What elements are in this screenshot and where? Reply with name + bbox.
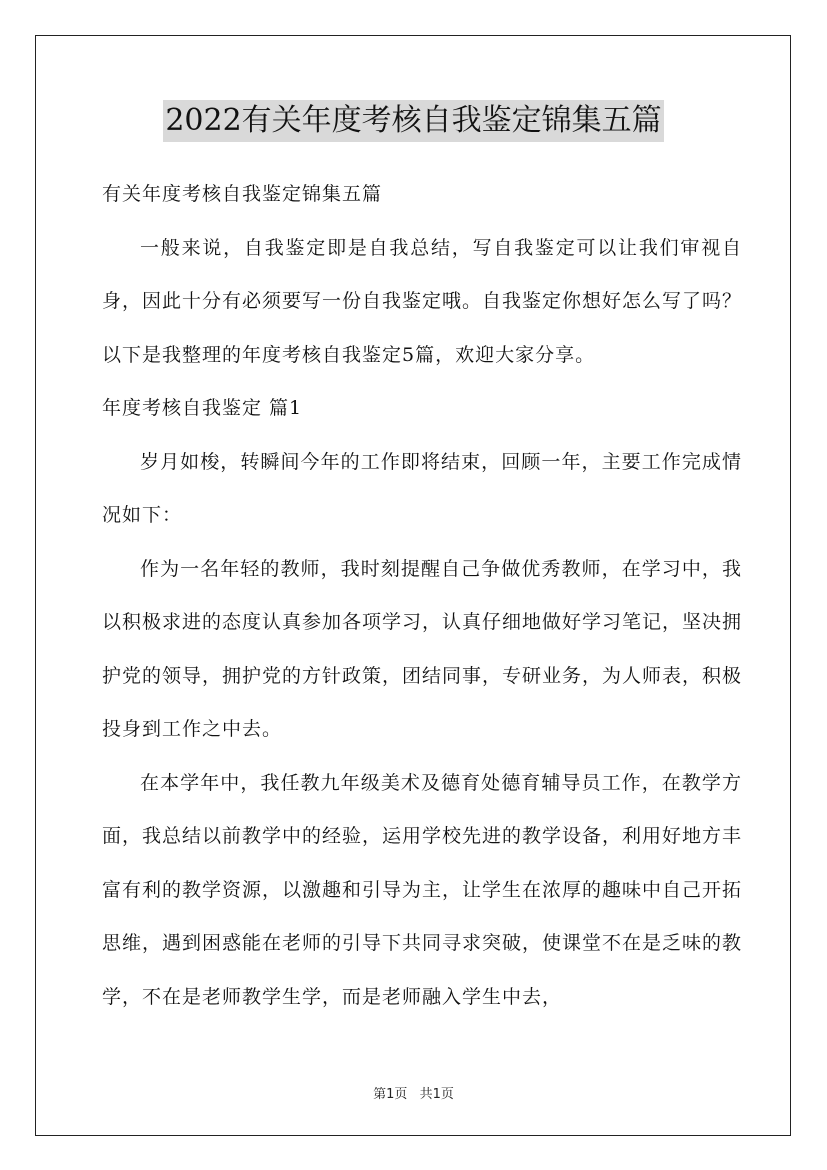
document-body bbox=[102, 168, 742, 1024]
document-title: 2022有关年度考核自我鉴定锦集五篇 bbox=[163, 100, 663, 142]
page-number: 第1页 bbox=[373, 1087, 408, 1102]
page-total: 共1页 bbox=[419, 1087, 454, 1102]
page-footer bbox=[0, 1083, 827, 1102]
body-paragraph: 岁月如梭，转瞬间今年的工作即将结束，回顾一年，主要工作完成情况如下： bbox=[102, 450, 742, 526]
subtitle-paragraph: 有关年度考核自我鉴定锦集五篇 bbox=[102, 183, 383, 205]
body-paragraph: 作为一名年轻的教师，我时刻提醒自己争做优秀教师，在学习中，我以积极求进的态度认真参加各项学习，认真仔细地做好学习笔记，坚决拥护党的领导，拥护党的方针政策，团结同事，专研业务，为人师表，积极投身到工作之中去。 bbox=[102, 557, 743, 740]
intro-paragraph: 一般来说，自我鉴定即是自我总结，写自我鉴定可以让我们审视自身，因此十分有必须要写一份自我鉴定哦。自我鉴定你想好怎么写了吗？以下是我整理的年度考核自我鉴定5篇，欢迎大家分享。 bbox=[102, 236, 743, 366]
title-container bbox=[0, 100, 827, 142]
body-paragraph: 在本学年中，我任教九年级美术及德育处德育辅导员工作，在教学方面，我总结以前教学中的经验，运用学校先进的教学设备，利用好地方丰富有利的教学资源，以激趣和引导为主，让学生在浓厚的趣味中自己开拓思维，遇到困惑能在老师的引导下共同寻求突破，使课堂不在是乏味的教学，不在是老师教学生学，而是老师融入学生中去， bbox=[102, 771, 743, 1008]
section-heading: 年度考核自我鉴定 篇1 bbox=[102, 397, 303, 419]
